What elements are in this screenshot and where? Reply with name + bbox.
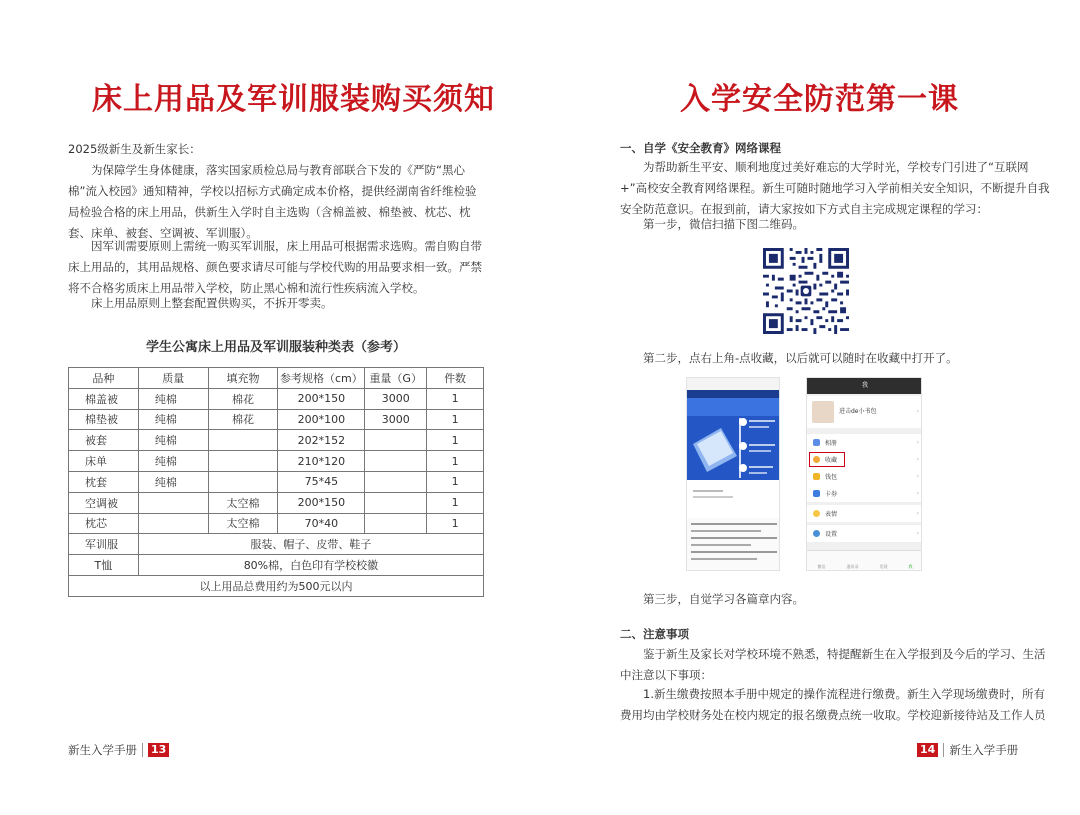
tab-bar — [807, 550, 922, 571]
cell: 1 — [427, 451, 484, 472]
status-bar — [687, 378, 780, 390]
page-footer — [917, 742, 1018, 758]
nav-bar — [687, 390, 780, 398]
paragraph-2: 因军训需要原则上需统一购买军训服，床上用品可根据需求选购。需自购自带床上用品的，其用品规格、颜色要求请尽可能与学校代购的用品要求相一致。严禁将不合格劣质床上用品带入学校，防止黑心棉和流行性疾病流入学校。 — [68, 239, 482, 295]
menu-label: 表情 — [825, 511, 838, 518]
footer-divider — [142, 743, 143, 757]
cell — [138, 492, 208, 513]
cell — [365, 513, 427, 534]
cell — [365, 430, 427, 451]
cell: 200*100 — [278, 409, 365, 430]
cell: 棉花 — [208, 409, 278, 430]
menu-item-album[interactable] — [807, 434, 922, 451]
section-1-heading: 一、自学《安全教育》网络课程 — [620, 141, 781, 155]
settings-icon — [813, 530, 820, 537]
cell: 1 — [427, 388, 484, 409]
header-cell: 填充物 — [208, 368, 278, 389]
greeting: 2025级新生及新生家长： — [68, 142, 201, 156]
menu-item-cards[interactable] — [807, 485, 922, 502]
chevron-right-icon: › — [916, 439, 919, 446]
chevron-right-icon: › — [916, 456, 919, 463]
cell: 空调被 — [69, 492, 139, 513]
cell — [208, 471, 278, 492]
cell: 70*40 — [278, 513, 365, 534]
table-row — [69, 430, 484, 451]
footer-text: 新生入学手册 — [949, 743, 1019, 757]
footer-divider — [943, 743, 944, 757]
page-title: 入学安全防范第一课 — [680, 82, 959, 117]
wechat-header: 我 — [807, 378, 922, 394]
menu-item-favorites[interactable] — [807, 451, 922, 468]
stickers-icon — [813, 510, 820, 517]
step-3: 第三步，自觉学习各篇章内容。 — [643, 592, 804, 606]
cell — [365, 471, 427, 492]
highlight-box — [809, 452, 845, 467]
cell: 3000 — [365, 388, 427, 409]
text-line — [693, 496, 733, 498]
menu-item-wallet[interactable] — [807, 468, 922, 485]
header-cell: 件数 — [427, 368, 484, 389]
page-footer — [68, 742, 169, 758]
cell: 枕芯 — [69, 513, 139, 534]
cell: 棉垫被 — [69, 409, 139, 430]
step-2: 第二步，点右上角-点收藏，以后就可以随时在收藏中打开了。 — [643, 351, 958, 365]
course-list — [687, 518, 780, 571]
page-number: 13 — [148, 743, 169, 757]
album-icon — [813, 439, 820, 446]
chevron-right-icon: › — [916, 490, 919, 497]
page-title: 床上用品及军训服装购买须知 — [92, 82, 495, 117]
table-footer: 以上用品总费用约为500元以内 — [69, 575, 484, 596]
cell — [208, 451, 278, 472]
header-cell: 品种 — [69, 368, 139, 389]
cell: 1 — [427, 409, 484, 430]
cell: 1 — [427, 471, 484, 492]
avatar — [812, 401, 834, 423]
cell: 枕套 — [69, 471, 139, 492]
menu-label: 相册 — [825, 440, 838, 447]
paragraph-3: 床上用品原则上整套配置供购买，不拆开零卖。 — [91, 296, 333, 310]
table-row — [69, 513, 484, 534]
cell: 纯棉 — [138, 471, 208, 492]
section-2-heading: 二、注意事项 — [620, 627, 689, 641]
cell: 纯棉 — [138, 409, 208, 430]
tab-me[interactable]: 我 — [908, 564, 913, 569]
cell: 200*150 — [278, 388, 365, 409]
cell — [138, 513, 208, 534]
menu-label: 收藏 — [825, 457, 838, 464]
table-footer-row — [69, 575, 484, 596]
cell: 纯棉 — [138, 430, 208, 451]
cards-icon — [813, 490, 820, 497]
cell: 200*150 — [278, 492, 365, 513]
tab-chats[interactable]: 微信 — [817, 564, 826, 569]
cell: 75*45 — [278, 471, 365, 492]
cell: 3000 — [365, 409, 427, 430]
cell: 棉花 — [208, 388, 278, 409]
menu-label: 设置 — [825, 531, 838, 538]
cell: 1 — [427, 430, 484, 451]
cell: 服装、帽子、皮带、鞋子 — [138, 534, 483, 555]
tab-discover[interactable]: 发现 — [879, 564, 888, 569]
screenshot-group — [686, 377, 922, 571]
cell — [365, 451, 427, 472]
table-title: 学生公寓床上用品及军训服装种类表（参考） — [145, 340, 406, 355]
cell: T恤 — [69, 555, 139, 576]
wallet-icon — [813, 473, 820, 480]
profile-card — [807, 396, 922, 428]
menu-item-stickers[interactable] — [807, 505, 922, 522]
chevron-right-icon: › — [916, 473, 919, 480]
section-1-paragraph: 为帮助新生平安、顺利地度过美好难忘的大学时光，学校专门引进了“互联网+”高校安全教育网络课程。新生可随时随地学习入学前相关安全知识，不断提升自我安全防范意识。在报到前，请大家按如下方式自主完成规定课程的学习： — [620, 160, 1050, 216]
right-page — [540, 0, 1080, 815]
table-row — [69, 451, 484, 472]
qr-code-image — [763, 248, 849, 334]
cell: 1 — [427, 492, 484, 513]
cell: 80%棉，白色印有学校校徽 — [138, 555, 483, 576]
cell — [365, 492, 427, 513]
table-row — [69, 492, 484, 513]
cell: 202*152 — [278, 430, 365, 451]
note-item-1: 1.新生缴费按照本手册中规定的操作流程进行缴费。新生入学现场缴费时，所有费用均由学校财务处在校内规定的报名缴费点统一收取。学校迎新接待站及工作人员 — [620, 687, 1046, 722]
cell — [208, 430, 278, 451]
wechat-me-screenshot — [806, 377, 922, 571]
section-2-paragraph: 鉴于新生及家长对学校环境不熟悉，特提醒新生在入学报到及今后的学习、生活中注意以下事项： — [620, 647, 1046, 682]
menu-item-settings[interactable] — [807, 525, 922, 542]
tab-contacts[interactable]: 通讯录 — [846, 564, 859, 569]
cell: 太空棉 — [208, 513, 278, 534]
header-cell: 重量（G） — [365, 368, 427, 389]
menu-label: 钱包 — [825, 474, 838, 481]
username: 进击de小书包 — [839, 408, 877, 415]
chevron-right-icon: › — [916, 408, 919, 415]
text-line — [693, 490, 723, 492]
table-row — [69, 388, 484, 409]
paragraph-1: 为保障学生身体健康，落实国家质检总局与教育部联合下发的《严防“黑心棉”流入校园》通知精神，学校以招标方式确定成本价格，提供经湖南省纤维检验局检验合格的床上用品，供新生入学时自主选购（含棉盖被、棉垫被、枕芯、枕套、床单、被套、空调被、军训服）。 — [68, 163, 477, 240]
step-1: 第一步，微信扫描下图二维码。 — [643, 217, 804, 231]
chevron-right-icon: › — [916, 530, 919, 537]
header-cell: 质量 — [138, 368, 208, 389]
chevron-right-icon: › — [916, 510, 919, 517]
table-header-row — [69, 368, 484, 389]
bedding-table — [68, 367, 484, 597]
cell: 纯棉 — [138, 388, 208, 409]
page-number: 14 — [917, 743, 938, 757]
cell: 太空棉 — [208, 492, 278, 513]
footer-text: 新生入学手册 — [68, 743, 137, 757]
table-row-military — [69, 534, 484, 555]
cell: 1 — [427, 513, 484, 534]
cell: 纯棉 — [138, 451, 208, 472]
course-screenshot — [686, 377, 780, 571]
cell: 棉盖被 — [69, 388, 139, 409]
table-row — [69, 471, 484, 492]
table-row — [69, 409, 484, 430]
header-cell: 参考规格（cm） — [278, 368, 365, 389]
cell: 军训服 — [69, 534, 139, 555]
table-row-tshirt — [69, 555, 484, 576]
menu-label: 卡券 — [825, 491, 838, 498]
cell: 被套 — [69, 430, 139, 451]
course-banner-image — [687, 398, 780, 480]
cell: 210*120 — [278, 451, 365, 472]
cell: 床单 — [69, 451, 139, 472]
